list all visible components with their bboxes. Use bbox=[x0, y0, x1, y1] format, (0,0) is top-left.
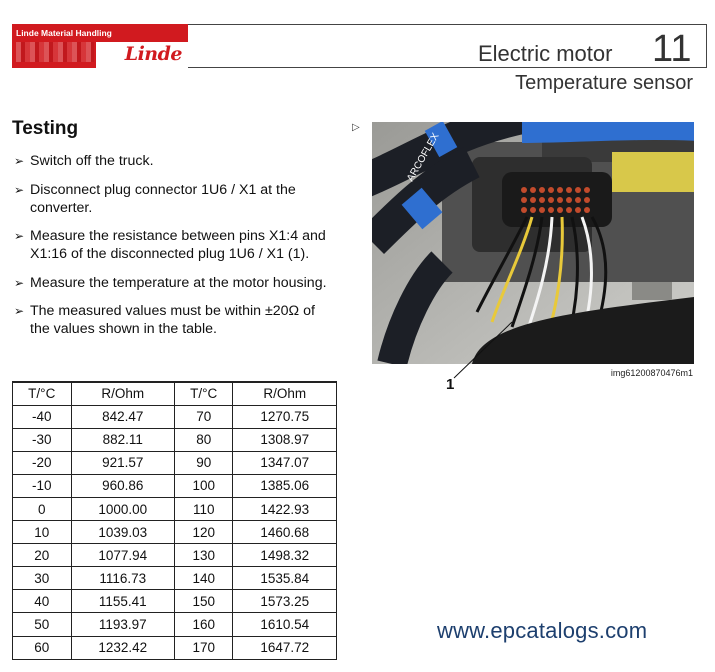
step-item bbox=[14, 274, 334, 292]
table-cell: 170 bbox=[174, 636, 233, 659]
step-text: Disconnect plug connector 1U6 / X1 at the converter. bbox=[30, 181, 296, 216]
table-cell: 1610.54 bbox=[233, 613, 337, 636]
table-row bbox=[13, 451, 337, 474]
table-cell: 842.47 bbox=[71, 405, 174, 428]
table-cell: 130 bbox=[174, 544, 233, 567]
callout-leader-line bbox=[452, 320, 514, 380]
table-cell: 100 bbox=[174, 474, 233, 497]
image-reference: img61200870476m1 bbox=[610, 368, 693, 378]
table-cell: 882.11 bbox=[71, 428, 174, 451]
arrow-bullet-icon: ➢ bbox=[14, 229, 25, 243]
triangle-marker-icon: ▷ bbox=[352, 122, 360, 133]
table-cell: 921.57 bbox=[71, 451, 174, 474]
resistance-table bbox=[12, 381, 337, 660]
table-header-cell: T/°C bbox=[174, 382, 233, 405]
table-cell: 30 bbox=[13, 567, 72, 590]
table-cell: 90 bbox=[174, 451, 233, 474]
table-cell: 0 bbox=[13, 497, 72, 520]
table-cell: 1573.25 bbox=[233, 590, 337, 613]
table-cell: 1347.07 bbox=[233, 451, 337, 474]
table-cell: 1116.73 bbox=[71, 567, 174, 590]
table-body bbox=[13, 405, 337, 659]
table-cell: 1193.97 bbox=[71, 613, 174, 636]
callout-number: 1 bbox=[446, 376, 455, 393]
chapter-number: 11 bbox=[652, 28, 692, 70]
step-text: Measure the temperature at the motor housing. bbox=[30, 274, 327, 291]
table-cell: 1000.00 bbox=[71, 497, 174, 520]
table-header-cell: R/Ohm bbox=[233, 382, 337, 405]
chapter-title: Electric motor bbox=[478, 41, 613, 66]
arrow-bullet-icon: ➢ bbox=[14, 275, 25, 290]
pixelated-logo-area bbox=[16, 42, 94, 62]
table-row bbox=[13, 590, 337, 613]
table-cell: 1077.94 bbox=[71, 544, 174, 567]
connector-photo bbox=[372, 122, 694, 364]
step-item bbox=[14, 302, 334, 338]
table-cell: 1232.42 bbox=[71, 636, 174, 659]
table-row bbox=[13, 474, 337, 497]
step-text: The measured values must be within ±20Ω of the values shown in the table. bbox=[30, 303, 315, 337]
table-row bbox=[13, 521, 337, 544]
table-header-row bbox=[13, 382, 337, 405]
table-cell: 80 bbox=[174, 428, 233, 451]
table-cell: -10 bbox=[13, 474, 72, 497]
step-item bbox=[14, 181, 334, 217]
table-row bbox=[13, 544, 337, 567]
table-cell: 1647.72 bbox=[233, 636, 337, 659]
table-cell: 150 bbox=[174, 590, 233, 613]
step-text: Measure the resistance between pins X1:4 and X1:16 of the disconnected plug 1U6 / X1 (1). bbox=[30, 228, 326, 262]
step-item bbox=[14, 227, 334, 263]
table-cell: 1308.97 bbox=[233, 428, 337, 451]
step-text: Switch off the truck. bbox=[30, 153, 154, 169]
watermark: www.epcatalogs.com bbox=[437, 618, 648, 643]
page-heading: Testing bbox=[12, 118, 79, 139]
table-cell: 70 bbox=[174, 405, 233, 428]
table-cell: 1460.68 bbox=[233, 521, 337, 544]
table-row bbox=[13, 428, 337, 451]
arrow-bullet-icon: ➢ bbox=[14, 154, 25, 168]
table-cell: 10 bbox=[13, 521, 72, 544]
table-cell: 20 bbox=[13, 544, 72, 567]
table-header-cell: R/Ohm bbox=[71, 382, 174, 405]
table-cell: 1385.06 bbox=[233, 474, 337, 497]
table-cell: 40 bbox=[13, 590, 72, 613]
table-cell: 960.86 bbox=[71, 474, 174, 497]
table-cell: 140 bbox=[174, 567, 233, 590]
table-cell: 160 bbox=[174, 613, 233, 636]
table-row bbox=[13, 567, 337, 590]
table-cell: 1039.03 bbox=[71, 521, 174, 544]
arrow-bullet-icon: ➢ bbox=[14, 182, 25, 197]
connector-photo-drawing bbox=[372, 122, 694, 364]
company-name: Linde Material Handling bbox=[16, 28, 112, 38]
table-cell: -20 bbox=[13, 451, 72, 474]
step-item bbox=[14, 152, 334, 170]
table-cell: 1155.41 bbox=[71, 590, 174, 613]
brand-banner bbox=[12, 24, 188, 68]
table-cell: -30 bbox=[13, 428, 72, 451]
table-cell: 1422.93 bbox=[233, 497, 337, 520]
table-cell: 1535.84 bbox=[233, 567, 337, 590]
table-cell: 1498.32 bbox=[233, 544, 337, 567]
table-header-cell: T/°C bbox=[13, 382, 72, 405]
step-list bbox=[14, 152, 334, 349]
table-cell: 60 bbox=[13, 636, 72, 659]
header-frame bbox=[188, 24, 707, 68]
table-cell: 110 bbox=[174, 497, 233, 520]
table-row bbox=[13, 405, 337, 428]
linde-logo: Linde bbox=[124, 43, 182, 65]
table-row bbox=[13, 636, 337, 659]
table-cell: 1270.75 bbox=[233, 405, 337, 428]
table-row bbox=[13, 613, 337, 636]
arrow-bullet-icon: ➢ bbox=[14, 304, 25, 318]
table-cell: -40 bbox=[13, 405, 72, 428]
table-cell: 50 bbox=[13, 613, 72, 636]
cable-print: ARCOFLEX bbox=[405, 131, 442, 184]
table-row bbox=[13, 497, 337, 520]
table-cell: 120 bbox=[174, 521, 233, 544]
section-title: Temperature sensor bbox=[515, 72, 693, 94]
